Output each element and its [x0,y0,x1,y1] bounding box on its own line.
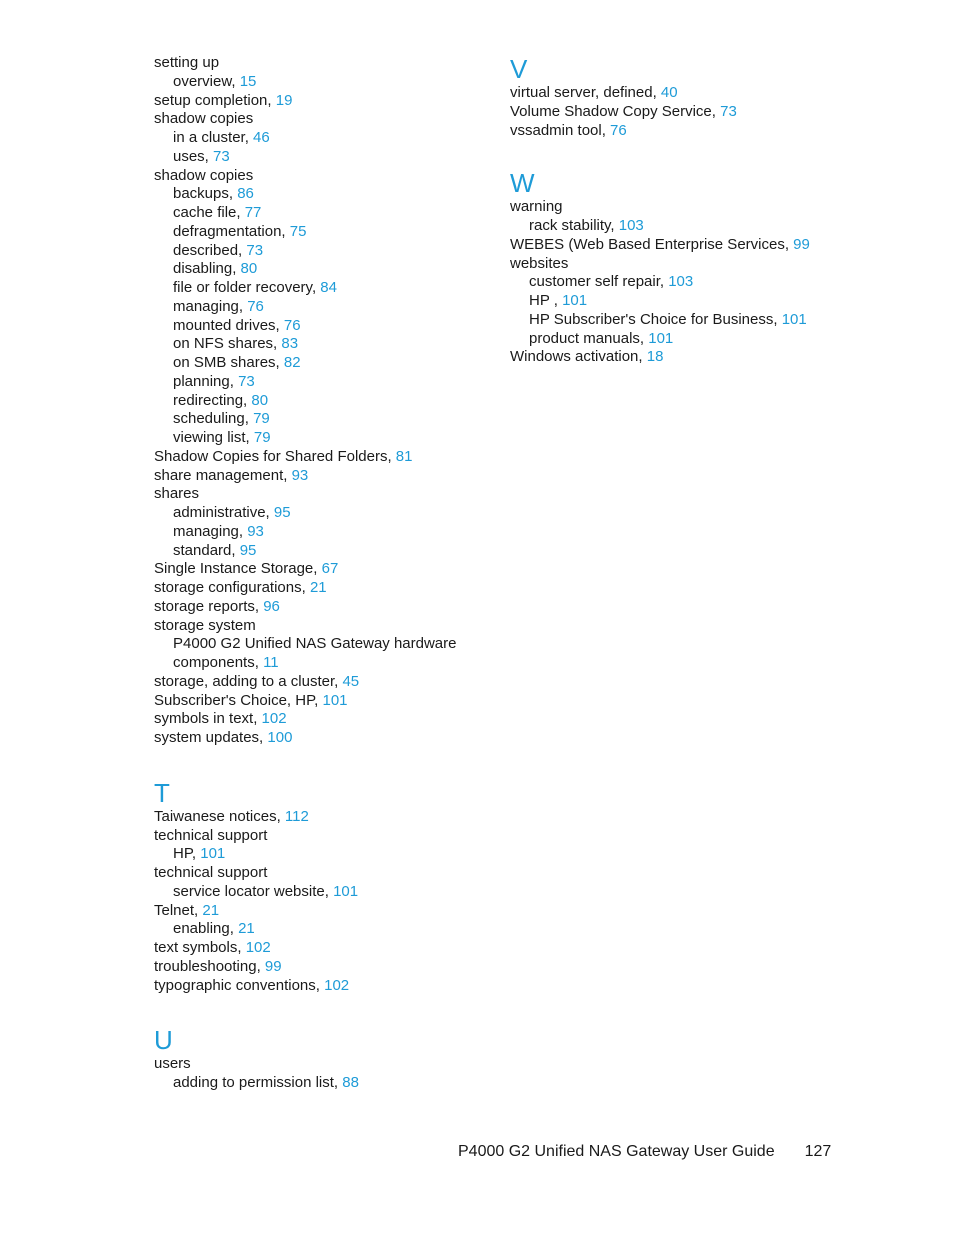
index-page-link[interactable]: 112 [284,807,309,825]
index-page-link[interactable]: 103 [668,273,694,291]
index-page-link[interactable]: 88 [342,1074,359,1091]
index-page-link[interactable]: 79 [253,429,271,446]
index-subentry [154,298,494,317]
index-entry-term: scheduling, [173,410,254,428]
index-subentry [510,217,840,236]
index-entry [154,579,494,598]
index-entry [154,939,494,958]
index-page-link[interactable]: 99 [264,957,282,975]
index-page-link[interactable]: 96 [263,597,280,615]
index-entry-term: Single Instance Storage, [154,560,322,578]
index-subentry [154,635,494,654]
index-section-letter: T [154,777,170,808]
index-section-letter: U [154,1025,173,1056]
index-entry [510,103,840,122]
index-page-link[interactable]: 76 [610,121,627,139]
index-entry [154,167,494,186]
index-entry-term: system updates, [154,729,268,746]
index-entry [510,84,840,103]
index-subentry [154,148,494,167]
index-subentry [154,542,494,561]
index-subentry [154,392,494,411]
index-entry-term: viewing list, [173,429,254,446]
page-footer [458,1143,831,1161]
index-subentry [154,242,494,261]
index-subentry [154,920,494,939]
index-entry-term: symbols in text, [154,710,262,728]
index-page-link[interactable]: 101 [322,691,348,709]
index-entry-term: enabling, [173,920,239,938]
index-entry [154,467,494,486]
index-entry-term: typographic conventions, [154,976,325,994]
index-entry [510,348,840,367]
index-entry [154,1055,494,1074]
index-subentry [154,523,494,542]
index-subentry [154,410,494,429]
index-entry-term: Shadow Copies for Shared Folders, [154,447,396,465]
index-entry-term: planning, [173,372,239,390]
index-entry-term: share management, [154,466,292,484]
index-entry-term: HP Subscriber's Choice for Business, [529,310,782,328]
index-section-letter: V [510,54,528,84]
index-entry-term: service locator website, [173,882,334,900]
index-entry-term: disabling, [173,260,241,278]
index-entry-term: technical support [154,864,268,881]
footer-page-number: 127 [804,1143,832,1160]
index-entry [154,54,494,73]
index-entry-term: technical support [154,826,268,844]
index-entry-term: Volume Shadow Copy Service, [510,102,721,120]
index-subentry [154,883,494,902]
index-page-link[interactable]: 102 [245,939,271,956]
index-page-link[interactable]: 76 [283,316,301,334]
index-entry-term: shadow copies [154,110,254,128]
index-entry [510,198,840,217]
index-entry [154,110,494,129]
index-subentry [154,260,494,279]
index-entry [154,902,494,921]
index-page-link[interactable]: 95 [273,504,291,521]
index-entry-term: shares [154,485,200,503]
index-entry [154,617,494,636]
index-subentry [510,330,840,349]
index-subentry [154,129,494,148]
index-entry-term: adding to permission list, [173,1074,343,1091]
index-entry [154,598,494,617]
index-page-link[interactable]: 73 [238,372,255,390]
index-page-link[interactable]: 76 [247,297,264,315]
index-page-link[interactable]: 80 [251,391,269,409]
index-entry [154,864,494,883]
index-page-link[interactable]: 84 [320,279,337,296]
index-entry-term: Windows activation, [510,348,647,366]
index-entry-term: cache file, [173,204,245,221]
index-subentry [510,311,840,330]
index-entry-term: file or folder recovery, [173,279,321,296]
index-page-link[interactable]: 101 [200,845,226,863]
index-entry [154,448,494,467]
index-entry-term: Taiwanese notices, [154,807,285,825]
footer-title: P4000 G2 Unified NAS Gateway User Guide [458,1143,775,1160]
index-page-link[interactable]: 81 [395,447,413,465]
index-entry-term: administrative, [173,504,274,521]
index-page-link[interactable]: 99 [793,235,810,253]
index-entry-term: on NFS shares, [173,335,282,353]
index-entry-term: overview, [173,72,240,90]
index-page-link[interactable]: 95 [239,541,257,559]
index-page-link[interactable]: 45 [342,672,360,690]
index-entry-term: warning [510,198,563,216]
index-entry [154,673,494,692]
index-entry [510,255,840,274]
index-entry [154,729,494,748]
index-subentry [154,373,494,392]
index-subentry [154,429,494,448]
index-page-link[interactable]: 82 [283,354,301,371]
index-page-link[interactable]: 40 [660,84,678,101]
index-page-link[interactable]: 101 [648,329,674,347]
index-page-link[interactable]: 101 [562,292,588,309]
index-subentry [154,279,494,298]
index-entry-term: users [154,1055,191,1073]
index-entry [510,236,840,255]
index-entry [154,560,494,579]
index-entry [154,977,494,996]
index-entry-term: Telnet, [154,901,203,919]
index-entry-term: storage, adding to a cluster, [154,672,343,690]
index-entry-term: shadow copies [154,166,254,184]
index-page-link[interactable]: 19 [275,91,293,109]
index-column-right [510,54,840,367]
index-page-link[interactable]: 102 [261,710,287,728]
index-entry [154,485,494,504]
index-subentry [510,273,840,292]
index-entry [154,808,494,827]
index-entry-term: storage reports, [154,597,264,615]
index-page-link[interactable]: 79 [253,410,270,428]
index-entry-term: defragmentation, [173,222,290,240]
index-page-link[interactable]: 15 [239,72,257,90]
index-entry-term: rack stability, [529,217,619,234]
index-subentry [154,73,494,92]
index-page-link[interactable]: 67 [321,560,339,578]
index-page-link[interactable]: 83 [281,335,299,353]
index-entry-term: managing, [173,522,248,540]
index-page-link[interactable]: 93 [247,522,264,540]
index-entry-term: WEBES (Web Based Enterprise Services, [510,235,794,253]
index-page-link[interactable]: 102 [324,976,350,994]
index-entry-term: managing, [173,297,248,315]
index-entry [154,710,494,729]
index-page-link[interactable]: 93 [291,466,309,484]
index-entry-term: troubleshooting, [154,957,265,975]
index-subentry [154,185,494,204]
index-entry-term: setting up [154,54,220,71]
index-entry-term: vssadmin tool, [510,121,611,139]
index-page-link[interactable]: 73 [720,102,737,120]
index-entry-term: components, [173,654,264,671]
index-entry-term: customer self repair, [529,273,669,291]
index-column-left [154,54,494,1093]
index-page-link[interactable]: 101 [333,882,359,900]
index-page-link[interactable]: 11 [263,654,279,671]
index-entry [154,958,494,977]
index-entry-term: websites [510,254,569,272]
index-subentry [154,335,494,354]
index-subentry [154,223,494,242]
index-entry-term: described, [173,241,247,259]
index-entry-term: storage configurations, [154,579,310,596]
index-subentry [154,317,494,336]
index-subentry [154,845,494,864]
index-subentry [154,504,494,523]
index-entry-term: uses, [173,147,214,165]
index-entry [154,692,494,711]
index-entry-term: text symbols, [154,939,246,956]
index-entry-term: P4000 G2 Unified NAS Gateway hardware [173,635,457,653]
index-page-link[interactable]: 100 [267,729,293,746]
index-entry-term: product manuals, [529,329,649,347]
index-page-link[interactable]: 73 [246,241,264,259]
index-entry-term: in a cluster, [173,129,254,146]
index-subentry [154,354,494,373]
index-page-link[interactable]: 80 [240,260,258,278]
index-entry-term: redirecting, [173,391,252,409]
index-entry-term: mounted drives, [173,316,284,334]
index-subentry [154,654,494,673]
index-entry-term: virtual server, defined, [510,84,661,101]
index-page-link[interactable]: 75 [289,222,307,240]
index-entry [154,92,494,111]
index-entry-term: on SMB shares, [173,354,284,371]
index-entry-term: backups, [173,185,238,203]
index-section-letter: W [510,168,535,199]
index-subentry [154,204,494,223]
index-entry-term: storage system [154,616,256,634]
index-page-link[interactable]: 21 [202,901,220,919]
index-page-link[interactable]: 73 [213,147,230,165]
index-page-link[interactable]: 18 [646,348,664,366]
index-page-link[interactable]: 77 [244,204,262,221]
index-entry-term: Subscriber's Choice, HP, [154,691,323,709]
index-subentry [154,1074,494,1093]
index-page-link[interactable]: 86 [237,185,254,203]
index-entry-term: standard, [173,541,240,559]
index-page-link[interactable]: 21 [309,579,327,596]
index-page-link[interactable]: 103 [618,217,644,234]
index-entry-term: HP , [529,292,563,309]
index-entry-term: HP, [173,845,201,863]
index-entry-term: setup completion, [154,91,276,109]
index-page-link[interactable]: 46 [253,129,270,146]
index-entry [154,827,494,846]
index-page-link[interactable]: 21 [238,920,255,938]
index-page-link[interactable]: 101 [781,310,807,328]
index-subentry [510,292,840,311]
index-entry [510,122,840,141]
